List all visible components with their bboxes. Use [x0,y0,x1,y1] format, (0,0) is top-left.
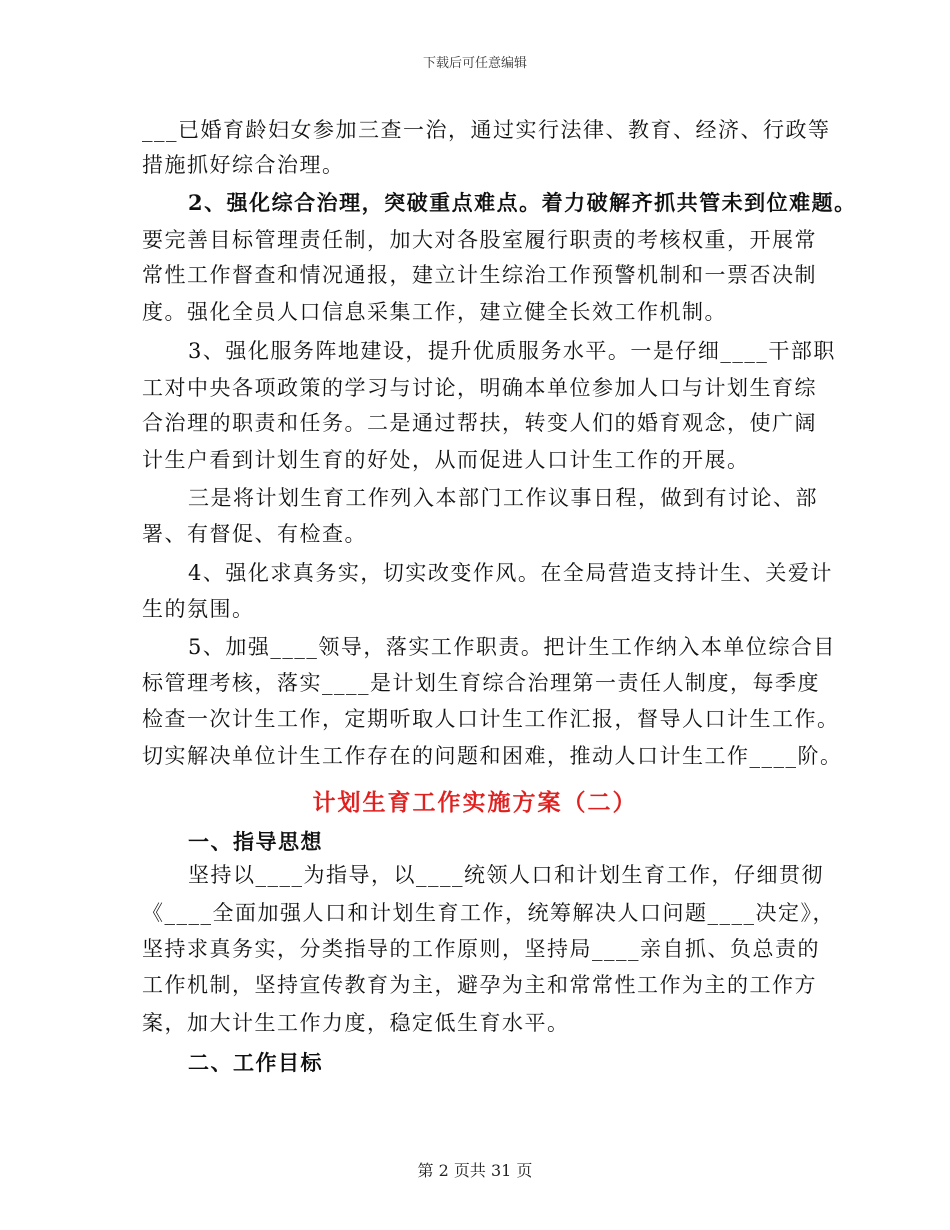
body-line: 4、强化求真务实，切实改变作风。在全局营造支持计生、关爱计 [188,561,833,585]
body-line: 合治理的职责和任务。二是通过帮扶，转变人们的婚育观念，使广阔 [142,411,817,435]
body-line: 坚持求真务实，分类指导的工作原则，坚持局____亲自抓、负总责的 [142,937,820,961]
body-line: 三是将计划生育工作列入本部门工作议事日程，做到有讨论、部 [188,486,818,510]
body-line: 常性工作督查和情况通报，建立计生综治工作预警机制和一票否决制 [142,263,817,287]
body-line: 切实解决单位计生工作存在的问题和困难，推动人口计生工作____阶。 [142,744,843,768]
body-line: 5、加强____领导，落实工作职责。把计生工作纳入本单位综合目 [188,635,836,659]
body-line: 度。强化全员人口信息采集工作，建立健全长效工作机制。 [142,300,727,324]
body-line: 案，加大计生工作力度，稳定低生育水平。 [142,1011,570,1035]
body-line: 2、强化综合治理，突破重点难点。着力破解齐抓共管未到位难题。 [188,190,857,215]
body-line: 要完善目标管理责任制，加大对各股室履行职责的考核权重，开展常 [142,228,817,252]
body-line: 计生户看到计划生育的好处，从而促进人口计生工作的开展。 [142,448,750,472]
page-header: 下载后可任意编辑 [422,56,527,71]
heading-work-goals: 二、工作目标 [188,1050,323,1075]
body-line: 工作机制，坚持宣传教育为主，避孕为主和常常性工作为主的工作方 [142,973,817,997]
section-title: 计划生育工作实施方案（二） [312,789,638,816]
body-line: 措施抓好综合治理。 [142,153,345,177]
heading-guiding-thought: 一、指导思想 [188,829,323,854]
body-line: 3、强化服务阵地建设，提升优质服务水平。一是仔细____干部职 [188,339,836,363]
body-line: 生的氛围。 [142,597,255,621]
body-line: 《____全面加强人口和计划生育工作，统筹解决人口问题____决定》， [142,901,835,925]
page-footer: 第 2 页共 31 页 [417,1161,533,1180]
body-line: ___已婚育龄妇女参加三查一治，通过实行法律、教育、经济、行政等 [142,118,831,142]
body-line: 检查一次计生工作，定期听取人口计生工作汇报，督导人口计生工作。 [142,707,840,731]
body-line: 坚持以____为指导，以____统领人口和计划生育工作，仔细贯彻 [188,863,824,887]
body-line: 标管理考核，落实____是计划生育综合治理第一责任人制度，每季度 [142,671,820,695]
body-line: 工对中央各项政策的学习与讨论，明确本单位参加人口与计划生育综 [142,376,817,400]
body-line: 署、有督促、有检查。 [142,522,367,546]
